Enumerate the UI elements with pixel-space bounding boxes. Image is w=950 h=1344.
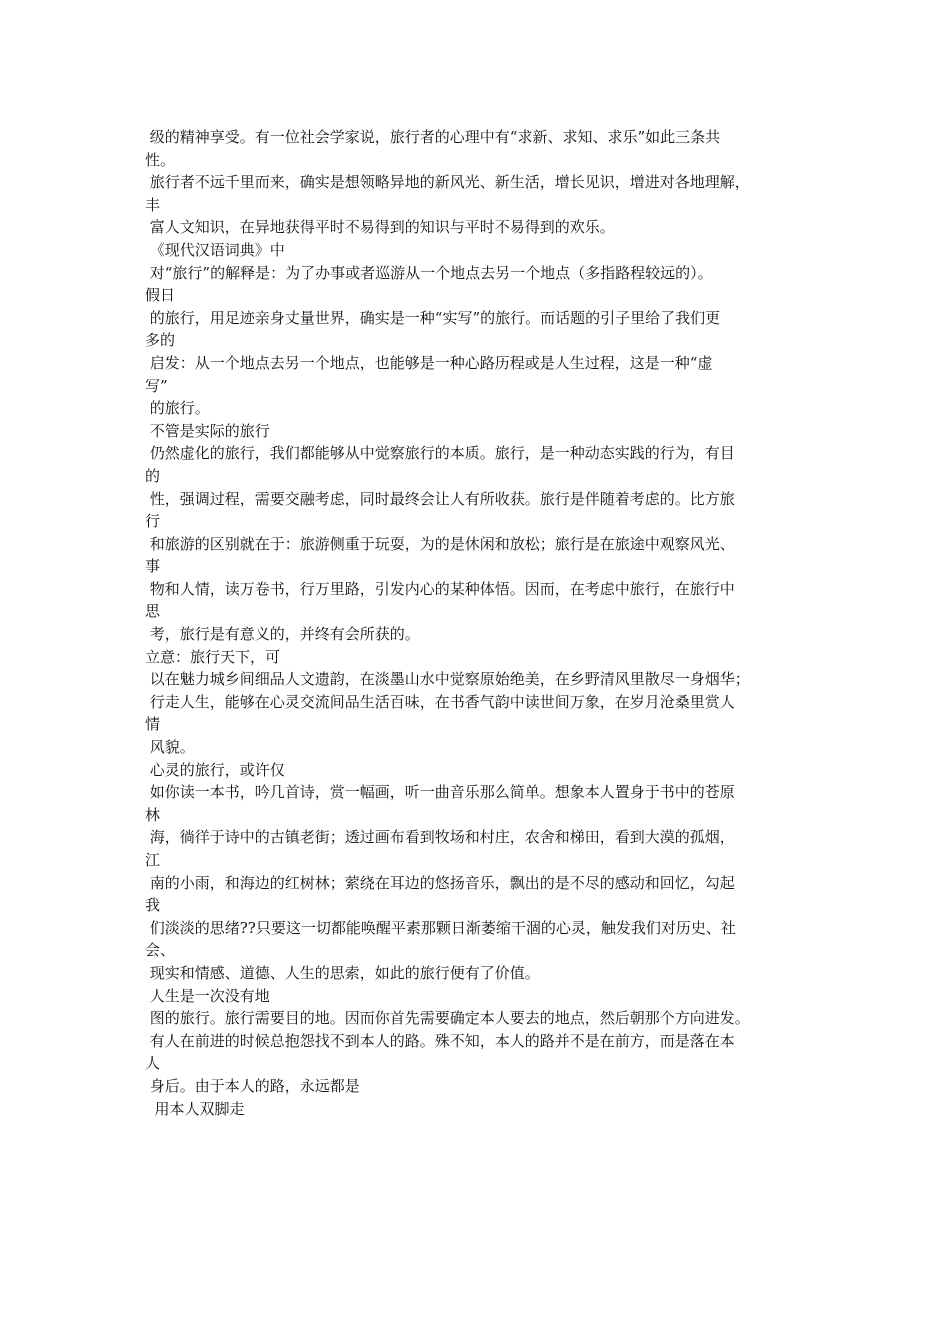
text-line: 《现代汉语词典》中 (145, 240, 285, 259)
text-line: 人生是一次没有地 (145, 986, 270, 1005)
text-line: 的旅行，用足迹亲身丈量世界，确实是一种“实写”的旅行。而话题的引子里给了我们更 (145, 308, 721, 327)
text-line: 海，徜徉于诗中的古镇老街；透过画布看到牧场和村庄，农舍和梯田，看到大漠的孤烟， (145, 828, 735, 847)
text-line: 如你读一本书，吟几首诗，赏一幅画，听一曲音乐那么简单。想象本人置身于书中的苍原 (145, 783, 735, 802)
text-line: 的旅行。 (145, 399, 210, 418)
text-line: 情 (145, 715, 161, 734)
text-line: 现实和情感、道德、人生的思索，如此的旅行便有了价值。 (145, 963, 540, 982)
text-line: 江 (145, 851, 161, 869)
document-body (145, 126, 825, 1120)
text-line: 林 (145, 805, 161, 824)
text-line: 启发：从一个地点去另一个地点，也能够是一种心路历程或是人生过程，这是一种“虚 (145, 353, 713, 372)
text-line: 多的 (145, 331, 176, 350)
text-line: 南的小雨，和海边的红树林；萦绕在耳边的悠扬音乐，飘出的是不尽的感动和回忆，勾起 (145, 873, 735, 892)
text-line: 们淡淡的思绪??只要这一切都能唤醒平素那颗日渐萎缩干涸的心灵，触发我们对历史、社 (145, 918, 736, 937)
text-line: 级的精神享受。有一位社会学家说，旅行者的心理中有“求新、求知、求乐”如此三条共 (145, 128, 721, 146)
text-line: 行走人生，能够在心灵交流间品生活百味，在书香气韵中读世间万象，在岁月沧桑里赏人 (145, 692, 735, 711)
text-line: 会、 (145, 941, 176, 960)
text-line: 旅行者不远千里而来，确实是想领略异地的新风光、新生活，增长见识，增进对各地理解， (145, 173, 750, 192)
text-line: 物和人情，读万卷书，行万里路，引发内心的某种体悟。因而，在考虑中旅行，在旅行中 (145, 579, 735, 598)
text-line: 心灵的旅行，或许仅 (145, 760, 285, 779)
text-line: 性，强调过程，需要交融考虑，同时最终会让人有所收获。旅行是伴随着考虑的。比方旅 (145, 489, 735, 508)
text-line: 我 (145, 896, 161, 915)
text-line: 的 (145, 466, 161, 485)
text-line: 事 (145, 557, 161, 576)
text-line: 考，旅行是有意义的，并终有会所获的。 (145, 625, 420, 644)
text-line: 不管是实际的旅行 (145, 421, 270, 440)
text-line: 丰 (145, 195, 161, 214)
text-line: 和旅游的区别就在于：旅游侧重于玩耍，为的是休闲和放松；旅行是在旅途中观察风光、 (145, 534, 735, 553)
text-line: 以在魅力城乡间细品人文遗韵，在淡墨山水中觉察原始绝美，在乡野清风里散尽一身烟华； (145, 670, 750, 689)
text-line: 富人文知识，在异地获得平时不易得到的知识与平时不易得到的欢乐。 (145, 218, 615, 237)
text-line: 对“旅行”的解释是：为了办事或者巡游从一个地点去另一个地点（多指路程较远的）。 (145, 263, 713, 282)
text-line: 写” (145, 376, 168, 395)
text-line: 仍然虚化的旅行，我们都能够从中觉察旅行的本质。旅行，是一种动态实践的行为，有目 (145, 444, 735, 463)
text-line: 有人在前进的时候总抱怨找不到本人的路。殊不知，本人的路并不是在前方，而是落在本 (145, 1031, 735, 1050)
text-line: 行 (145, 512, 161, 531)
text-line: 思 (145, 602, 161, 621)
text-line: 假日 (145, 286, 176, 305)
text-line: 人 (145, 1054, 161, 1073)
text-line: 用本人双脚走 (145, 1099, 245, 1118)
text-line: 性。 (145, 150, 176, 169)
text-line: 立意：旅行天下，可 (145, 647, 281, 666)
text-line: 风貌。 (145, 738, 195, 757)
text-line: 图的旅行。旅行需要目的地。因而你首先需要确定本人要去的地点，然后朝那个方向进发。 (145, 1009, 750, 1028)
text-line: 身后。由于本人的路，永远都是 (145, 1076, 360, 1095)
